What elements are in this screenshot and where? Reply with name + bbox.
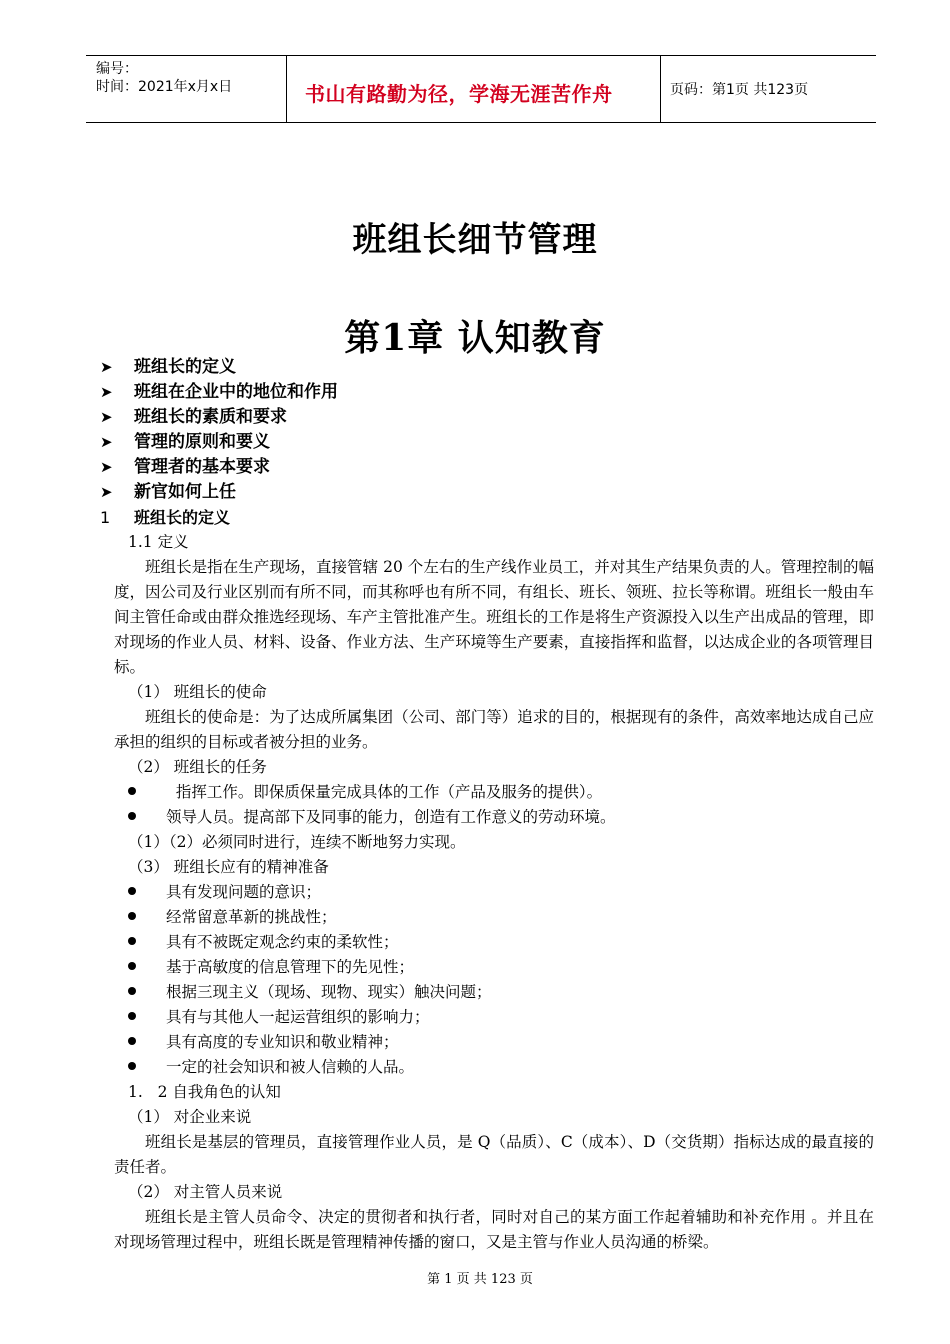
arrow-bullet-icon: ➤	[100, 383, 113, 401]
mission-paragraph: 班组长的使命是：为了达成所属集团（公司、部门等）追求的目的，根据现有的条件，高效率地达成自己应承担的组织的目标或者被分担的业务。	[114, 708, 874, 751]
bullet-dot-icon	[128, 887, 136, 895]
arrow-bullet-icon: ➤	[100, 458, 113, 476]
section-title: 班组长的定义	[134, 508, 231, 527]
bullet-dot-icon	[128, 787, 136, 795]
header-page-info: 页码：第1页 共123页	[670, 82, 809, 98]
spirit-bullet: 根据三现主义（现场、现物、现实）触决问题；	[128, 980, 828, 1005]
bullet-dot-icon	[128, 812, 136, 820]
subsection-heading: 1. 2 自我角色的认知	[128, 1083, 281, 1101]
definition-paragraph: 班组长是指在生产现场，直接管辖 20 个左右的生产线作业员工，并对其生产结果负责的人。管理控制的幅度，因公司及行业区别而有所不同，而其称呼也有所不同，有组长、班长、领班、拉长等称谓。班组长一般由车间主管任命或由群众推选经现场、车产主管批准产生。班组长的工作是将生产资源投入以生产出成品的管理，即对现场的作业人员、材料、设备、作业方法、生产环境等生产要素，直接指挥和监督，以达成企业的各项管理目标。	[114, 558, 874, 676]
spirit-bullet: 具有发现问题的意识；	[128, 880, 828, 905]
toc-item: ➤ 管理的原则和要义	[100, 430, 338, 455]
task-heading: （2） 班组长的任务	[128, 758, 267, 776]
section-heading	[100, 505, 230, 530]
enterprise-heading: （1） 对企业来说	[128, 1108, 252, 1126]
page-footer: 第 1 页 共 123 页	[427, 1272, 533, 1287]
task-bullet: 领导人员。提高部下及同事的能力，创造有工作意义的劳动环境。	[128, 805, 616, 830]
bullet-dot-icon	[128, 962, 136, 970]
spirit-bullet: 基于高敏度的信息管理下的先见性；	[128, 955, 828, 980]
bullet-dot-icon	[128, 1012, 136, 1020]
arrow-bullet-icon: ➤	[100, 433, 113, 451]
spirit-bullet: 经常留意革新的挑战性；	[128, 905, 828, 930]
header-divider-right	[660, 55, 661, 123]
arrow-bullet-icon: ➤	[100, 358, 113, 376]
header-divider-left	[286, 55, 287, 123]
bullet-dot-icon	[128, 937, 136, 945]
spirit-bullet: 具有高度的专业知识和敬业精神；	[128, 1030, 828, 1055]
task-bullet: 指挥工作。即保质保量完成具体的工作（产品及服务的提供）。	[128, 780, 602, 805]
manager-heading: （2） 对主管人员来说	[128, 1183, 283, 1201]
bullet-dot-icon	[128, 1037, 136, 1045]
toc-item: ➤ 管理者的基本要求	[100, 455, 338, 480]
subsection-heading: 1.1 定义	[128, 533, 189, 551]
header-motto: 书山有路勤为径，学海无涯苦作舟	[305, 82, 613, 106]
section-number: 1	[100, 508, 111, 527]
document-title: 班组长细节管理	[352, 220, 598, 260]
header-top-rule	[86, 55, 876, 56]
toc-item: ➤ 班组长的素质和要求	[100, 405, 338, 430]
toc-item: ➤ 班组在企业中的地位和作用	[100, 380, 338, 405]
task-note: （1）（2）必须同时进行，连续不断地努力实现。	[128, 833, 466, 851]
bullet-dot-icon	[128, 912, 136, 920]
serial-label: 编号：	[96, 61, 138, 77]
enterprise-paragraph: 班组长是基层的管理员，直接管理作业人员，是 Q（品质）、C（成本）、D（交货期）指标达成的最直接的责任者。	[114, 1133, 874, 1176]
time-line: 时间：2021年x月x日	[96, 79, 233, 95]
manager-paragraph: 班组长是主管人员命令、决定的贯彻者和执行者，同时对自己的某方面工作起着辅助和补充作用 。并且在对现场管理过程中，班组长既是管理精神传播的窗口，又是主管与作业人员沟通的桥梁。	[114, 1208, 874, 1251]
bullet-dot-icon	[128, 1062, 136, 1070]
spirit-bullet: 具有不被既定观念约束的柔软性；	[128, 930, 828, 955]
spirit-heading: （3） 班组长应有的精神准备	[128, 858, 329, 876]
toc-list	[100, 355, 338, 505]
header-bottom-rule	[86, 122, 876, 123]
arrow-bullet-icon: ➤	[100, 408, 113, 426]
arrow-bullet-icon: ➤	[100, 483, 113, 501]
chapter-title: 第1章 认知教育	[344, 317, 606, 359]
mission-heading: （1） 班组长的使命	[128, 683, 267, 701]
toc-item: ➤ 班组长的定义	[100, 355, 338, 380]
spirit-bullet: 具有与其他人一起运营组织的影响力；	[128, 1005, 828, 1030]
spirit-bullet: 一定的社会知识和被人信赖的人品。	[128, 1055, 828, 1080]
toc-item: ➤ 新官如何上任	[100, 480, 338, 505]
bullet-dot-icon	[128, 987, 136, 995]
